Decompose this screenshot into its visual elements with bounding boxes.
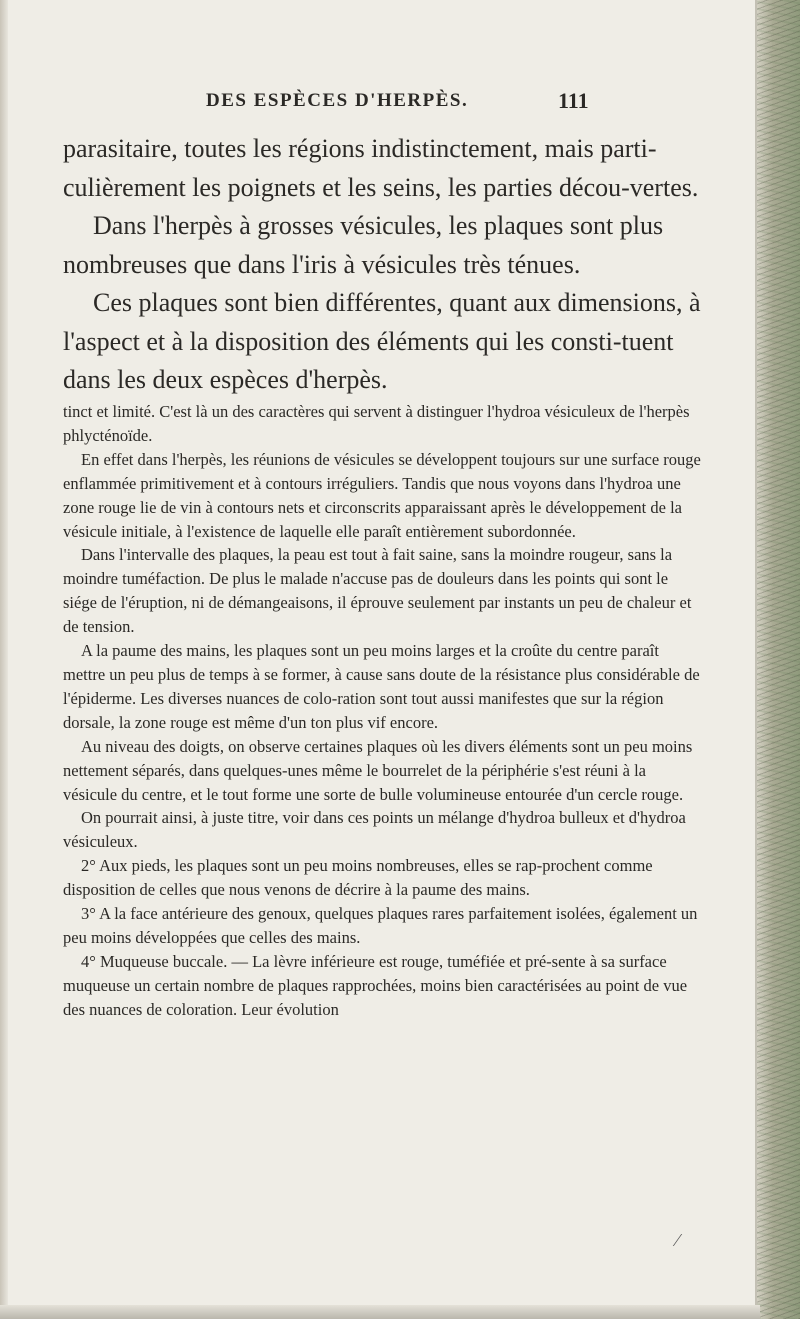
small-paragraph: On pourrait ainsi, à juste titre, voir dans ces points un mélange d'hydroa bulleux et d'hydroa vésiculeux. — [63, 808, 686, 852]
small-paragraph: Au niveau des doigts, on observe certaines plaques où les divers éléments sont un peu moins nettement séparés, dans quelques-unes même le bourrelet de la périphérie s'est réuni à la vésicule du centre, et le tout forme une sorte de bulle volumineuse entourée d'un cercle rouge. — [63, 736, 693, 804]
small-paragraph: 2° Aux pieds, les plaques sont un peu moins nombreuses, elles se rap-prochent comme disposition de celles que nous venons de décrire à la paume des mains. — [63, 856, 653, 900]
large-paragraph: Ces plaques sont bien différentes, quant aux dimensions, à l'aspect et à la disposition des éléments qui les consti-tuent dans les deux espèces d'herpès. — [63, 288, 701, 394]
small-paragraph: En effet dans l'herpès, les réunions de vésicules se développent toujours sur une surface rouge enflammée primitivement et à contours irréguliers. Tandis que nous voyons dans l'hydroa une zone rouge lie de vin à contours nets et circonscrits apparaissant après le développement de la vésicule initiale, à l'existence de laquelle elle paraît entièrement subordonnée. — [63, 449, 701, 541]
large-paragraph: Dans l'herpès à grosses vésicules, les plaques sont plus nombreuses que dans l'iris à vésicules très ténues. — [63, 211, 664, 279]
main-text-small — [63, 400, 703, 1022]
small-paragraph: tinct et limité. C'est là un des caractères qui servent à distinguer l'hydroa vésiculeux de l'herpès phlycténoïde. — [63, 402, 690, 445]
running-head: DES ESPÈCES D'HERPÈS. — [206, 90, 469, 111]
stray-ink-mark: ⁄ — [676, 1230, 680, 1250]
main-text-large — [63, 130, 703, 400]
small-paragraph: 3° A la face antérieure des genoux, quelques plaques rares parfaitement isolées, également un peu moins développées que celles des mains. — [63, 904, 698, 947]
bottom-page-edge — [0, 1305, 760, 1319]
small-paragraph: 4° Muqueuse buccale. — La lèvre inférieure est rouge, tuméfiée et pré-sente à sa surface muqueuse un certain nombre de plaques rapprochées, moins bien caractérisées au point de vue des nuances de coloration. Leur évolution — [63, 951, 688, 1019]
left-page-edge — [0, 0, 8, 1319]
small-paragraph: Dans l'intervalle des plaques, la peau est tout à fait saine, sans la moindre rougeur, sans la moindre tuméfaction. De plus le malade n'accuse pas de douleurs dans les points qui sont le siége de l'éruption, ni de démangeaisons, il éprouve seulement par instants un peu de chaleur et de tension. — [63, 545, 692, 637]
page-header — [60, 88, 760, 128]
right-binding-edge — [755, 0, 800, 1319]
large-paragraph: parasitaire, toutes les régions indistinctement, mais parti-culièrement les poignets et les seins, les parties décou-vertes. — [63, 134, 699, 202]
page-number: 111 — [558, 88, 589, 113]
small-paragraph: A la paume des mains, les plaques sont un peu moins larges et la croûte du centre paraît mettre un peu plus de temps à se former, à cause sans doute de la résistance plus considérable de l'épiderme. Les diverses nuances de colo-ration sont tout aussi manifestes que sur la région dorsale, la zone rouge est même d'un ton plus vif encore. — [63, 641, 700, 732]
